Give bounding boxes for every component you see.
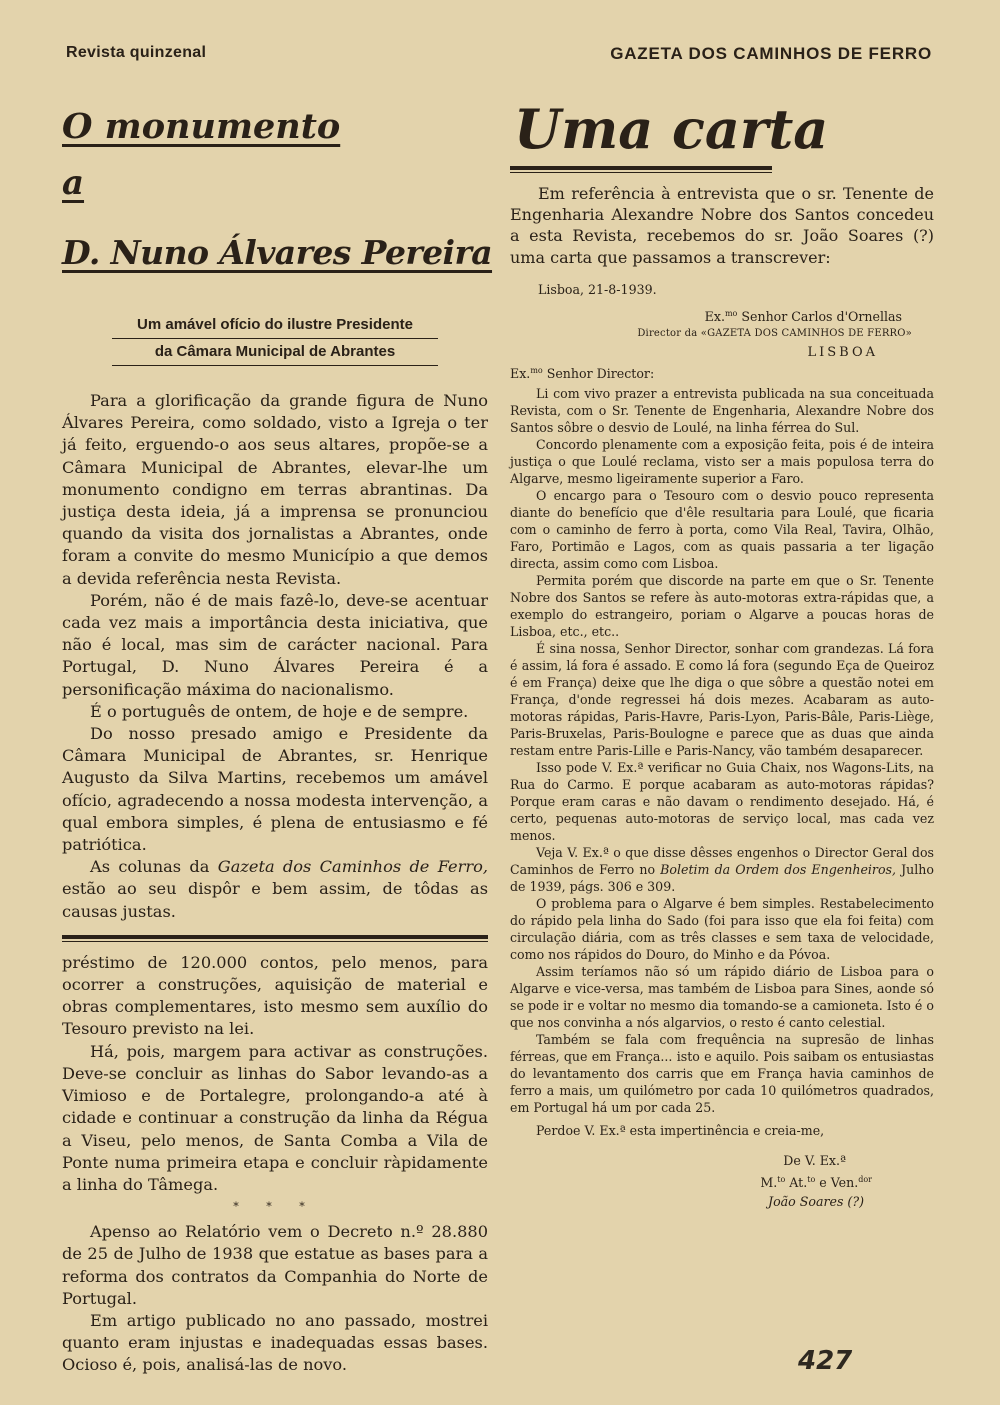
letter-addressee: Ex.$^{mo}$ Senhor Carlos d'Ornellas (704, 308, 902, 324)
letter-paragraph: Permita porém que discorde na parte em que o Sr. Tenente Nobre dos Santos se refere às auto-motoras extra-rápidas que, a exemplo do estrangeiro, poriam o Algarve a poucas horas de Lisboa, etc., etc.. (510, 573, 934, 640)
left-article-body (62, 390, 488, 923)
letter-paragraph-boletim: Veja V. Ex.ª o que disse dêsses engenhos o Director Geral dos Caminhos de Ferro no Boletim da Ordem dos Engenheiros, Julho de 1939, págs. 306 e 309. (510, 845, 935, 895)
section-divider (62, 935, 488, 942)
letter-closing-abbrev: M.$^{to}$ At.$^{to}$ e Ven.$^{dor}$ (760, 1175, 872, 1191)
letter-intro: Em referência à entrevista que o sr. Tenente de Engenharia Alexandre Nobre dos Santos concedeu a esta Revista, recebemos do sr. João Soares (?) uma carta que passamos a transcrever: (510, 184, 934, 267)
body-paragraph: Porém, não é de mais fazê-lo, deve-se acentuar cada vez mais a importância desta iniciativa, que não é local, mas sim de carácter nacional. Para Portugal, D. Nuno Álvares Pereira é a personificação máxima do nacionalismo. (62, 590, 488, 699)
article-subtitle (102, 312, 448, 366)
body-paragraph: Há, pois, margem para activar as construções. Deve-se concluir as linhas do Sabor levando-as a Vimioso e de Portalegre, prolongando-a até à cidade e continuar a construção da linha da Régua a Viseu, pelo menos, de Santa Comba a Vila de Ponte numa primeira etapa e concluir ràpidamente a linha do Tâmega. (62, 1041, 488, 1194)
letter-paragraph: Isso pode V. Ex.ª verificar no Guia Chaix, nos Wagons-Lits, na Rua do Carmo. E porque acabaram as auto-motoras rápidas? Porque eram caras e não davam o rendimento desejado. Há, é certo, pequenas auto-motoras de serviço local, mas cada vez menos. (510, 760, 934, 844)
header-gazeta: GAZETA DOS CAMINHOS DE FERRO (610, 44, 932, 63)
left-column (62, 96, 493, 1377)
letter-addressee-role: Director da «GAZETA DOS CAMINHOS DE FERRO» (637, 328, 912, 339)
letter-paragraph: Também se fala com frequência na supresão de linhas férreas, que em França... isto e aquilo. Pois saibam os entusiastas do levantamento dos carris que em França havia caminhos de ferro a mais, um quilómetro por cada 10 quilómetros quadrados, em Portugal há um por cada 25. (510, 1032, 934, 1116)
continuation-text (62, 952, 488, 1377)
body-paragraph: É o português de ontem, de hoje e de sempre. (90, 701, 469, 721)
body-paragraph-last: As colunas da Gazeta dos Caminhos de Ferro, estão ao seu dispôr e bem assim, de tôdas as causas justas. (62, 857, 488, 921)
body-paragraph: préstimo de 120.000 contos, pelo menos, para ocorrer a construções, aquisição de material e obras complementares, isto mesmo sem auxílio do Tesouro previsto na lei. (62, 952, 488, 1039)
letter-body (510, 385, 934, 1139)
letter-paragraph: É sina nossa, Senhor Director, sonhar com grandezas. Lá fora é assim, lá fora é assado. E como lá fora (segundo Eça de Queiroz é em França) deixe que lhe diga o que sôbre a questão notei em França, d'onde regressei há dois mezes. Acabaram as auto-motoras rápidas, Paris-Havre, Paris-Lyon, Paris-Bâle, Paris-Liège, Paris-Bruxelas, Paris-Boulogne e parece que as duas que ainda restam entre Paris-Lille e Paris-Nancy, vão também desaparecer. (510, 641, 934, 759)
right-column (510, 96, 934, 1211)
letter-date: Lisboa, 21-8-1939. (538, 281, 657, 297)
letter-title: Uma carta (514, 97, 829, 161)
header-revista: Revista quinzenal (66, 44, 207, 61)
article-title-line3: D. Nuno Álvares Pereira (62, 233, 493, 272)
article-title-line1: O monumento (62, 106, 341, 147)
letter-paragraph: Concordo plenamente com a exposição feita, pois é de inteira justiça o que Loulé reclama, visto ser a mais populosa terra do Algarve, mesmo ligeiramente superior a Faro. (510, 437, 934, 487)
letter-closing: De V. Ex.ª (783, 1153, 846, 1169)
subtitle-line2: da Câmara Municipal de Abrantes (112, 339, 438, 366)
letter-salutation: Ex.$^{mo}$ Senhor Director: (510, 366, 655, 382)
body-paragraph: Do nosso presado amigo e Presidente da Câmara Municipal de Abrantes, sr. Henrique Augusto da Silva Martins, recebemos um amável ofício, agradecendo a nossa modesta intervenção, a qual embora simples, é plena de entusiasmo e fé patriótica. (62, 724, 488, 855)
section-stars: * * * (233, 1200, 317, 1214)
subtitle-line1: Um amável ofício do ilustre Presidente (112, 312, 438, 339)
letter-signature: João Soares (?) (768, 1194, 864, 1210)
page-number: 427 (798, 1346, 853, 1376)
letter-addressee-city: LISBOA (807, 345, 878, 360)
letter-paragraph: Perdoe V. Ex.ª esta impertinência e creia-me, (536, 1123, 825, 1139)
body-paragraph: Para a glorificação da grande figura de Nuno Álvares Pereira, como soldado, visto a Igreja o ter já feito, erguendo-o aos seus altares, propõe-se a Câmara Municipal de Abrantes, elevar-lhe um monumento condigno em terras abrantinas. Da justiça desta ideia, já a imprensa se pronunciou quando da visita dos jornalistas a Abrantes, onde foram a convite do mesmo Município a que demos a devida referência nesta Revista. (62, 391, 488, 588)
letter-paragraph: Assim teríamos não só um rápido diário de Lisboa para o Algarve e vice-versa, mas também de Lisboa para Sines, aonde só se pode ir e voltar no mesmo dia tomando-se a camioneta. Isto é o que nos convinha a nós algarvios, o resto é canto celestial. (510, 964, 934, 1031)
letter-paragraph: Li com vivo prazer a entrevista publicada na sua conceituada Revista, com o Sr. Tenente de Engenharia, Alexandre Nobre dos Santos sôbre o desvio de Loulé, na linha férrea do Sul. (510, 386, 934, 436)
article-title-line2: a (62, 163, 85, 203)
letter-paragraph: O encargo para o Tesouro com o desvio pouco representa diante do benefício que d'êle resultaria para Loulé, que ficaria com o caminho de ferro à porta, como Vila Real, Tavira, Olhão, Faro, Portimão e Lagos, com as quais passaria a ter ligação directa, assim como com Lisboa. (510, 488, 934, 572)
body-paragraph: Em artigo publicado no ano passado, mostrei quanto eram injustas e inadequadas essas bases. Ocioso é, pois, analisá-las de novo. (62, 1310, 488, 1375)
title-divider (510, 166, 772, 173)
body-paragraph: Apenso ao Relatório vem o Decreto n.º 28.880 de 25 de Julho de 1938 que estatue as bases para a reforma dos contratos da Companhia do Norte de Portugal. (62, 1222, 488, 1308)
letter-paragraph: O problema para o Algarve é bem simples. Restabelecimento do rápido pela linha do Sado (foi para isso que ela foi feita) com circulação diária, com as três classes e sem taxa de velocidade, como nos rápidos do Douro, do Minho e da Póvoa. (510, 896, 934, 963)
